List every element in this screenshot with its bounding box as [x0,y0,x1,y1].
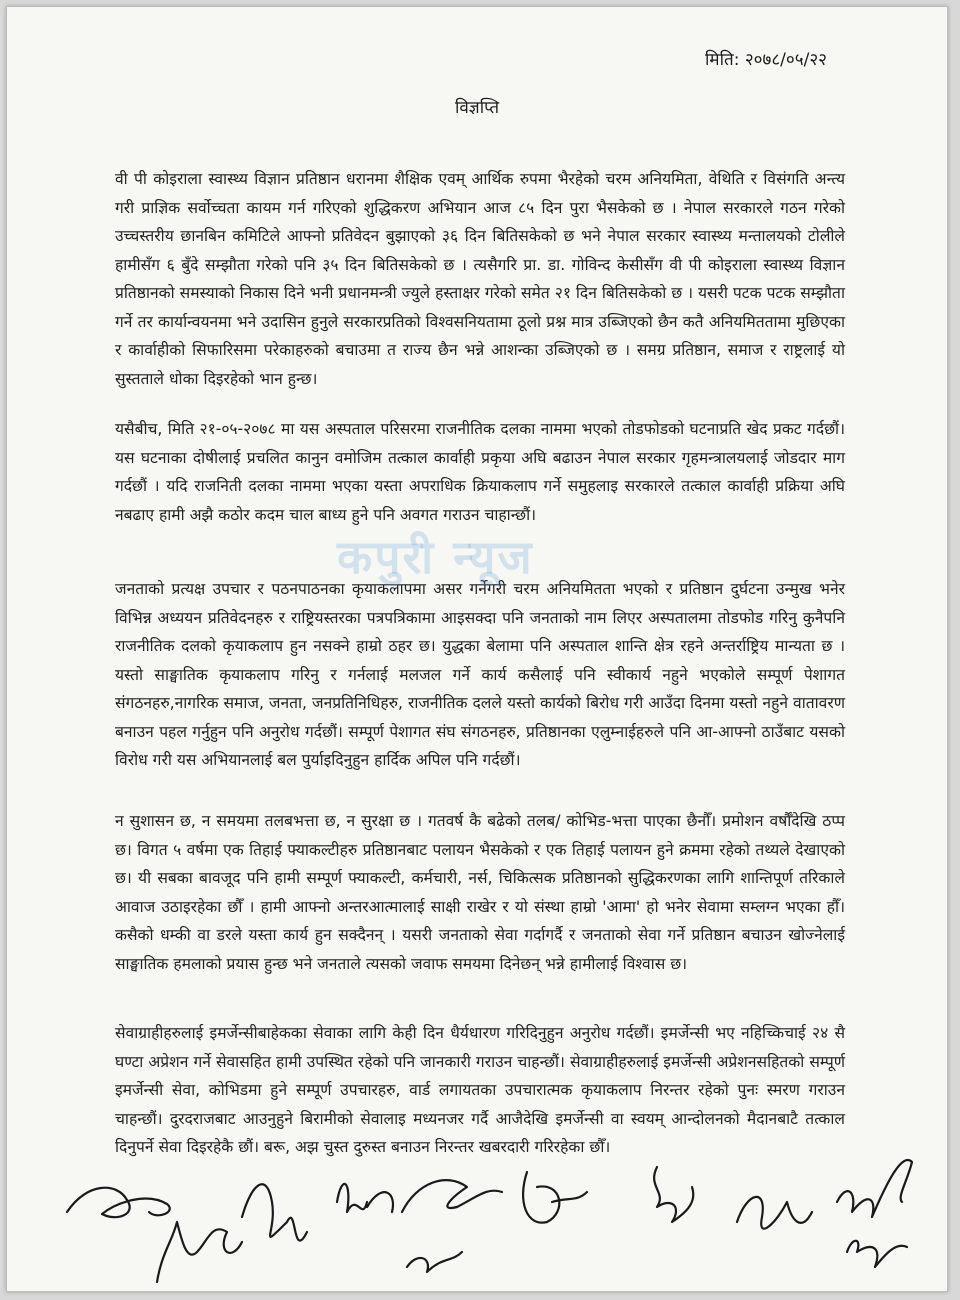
signature-5 [402,1180,502,1212]
document-date: मिति: २०७८/०५/२२ [705,50,827,70]
signature-7 [523,1172,587,1223]
signature-6 [407,1252,462,1272]
signature-2 [157,1222,242,1282]
signature-11 [847,1241,907,1267]
document-page [6,6,948,1292]
document-title: विज्ञप्ति [454,98,500,118]
signature-9 [737,1197,812,1229]
paragraph: यसैबीच, मिति २१-०५-२०७८ मा यस अस्पताल परिसरमा राजनीतिक दलका नाममा भएको तोडफोडको घटनाप्रति खेद प्रकट गर्दछौं। यस घटनाका दोषीलाई प्रचलित कानुन वमोजिम तत्काल कार्वाही प्रकृया अघि बढाउन नेपाल सरकार गृहमन्त्रालयलाई जोडदार माग गर्दछौं । यदि राजनिती दलका नाममा भएका यस्ता अपराधिक क्रियाकलाप गर्ने समुहलाइ सरकारले तत्काल कार्वाही प्रक्रिया अघि नबढाए हामी अझै कठोर कदम चाल बाध्य हुने पनि अवगत गराउन चाहान्छौं। [115,420,845,524]
paragraph: वी पी कोइराला स्वास्थ्य विज्ञान प्रतिष्ठान धरानमा शैक्षिक एवम् आर्थिक रुपमा भैरहेको चरम अनियमिता, वेथिति र विसंगति अन्त्य गरी प्राज्ञिक सर्वोच्चता कायम गर्न गरिएको शुद्धिकरण अभियान आज ८५ दिन पुरा भैसकेको छ । नेपाल सरकारले गठन गरेको उच्चस्तरीय छानबिन कमिटिले आफ्नो प्रतिवेदन बुझाएको ३६ दिन बितिसकेको छ भने नेपाल सरकार स्वास्थ्य मन्तालयको टोलीले हामीसँग ६ बुँदे सम्झौता गरेको पनि ३५ दिन बितिसकेको छ । त्यसैगरि प्रा. डा. गोविन्द केसीसँग वी पी कोइराला स्वास्थ्य विज्ञान प्रतिष्ठानको समस्याको निकास दिने भनी प्रधानमन्त्री ज्युले हस्ताक्षर गरेको समेत २१ दिन बितिसकेको छ । यसरी पटक पटक सम्झौता गर्ने तर कार्यान्वयनमा भने उदासिन हुनुले सरकारप्रतिको विश्वसनियतामा ठूलो प्रश्न मात्र उब्जिएको छैन कतै अनियमिततामा मुछिएका र कार्वाहीको सिफारिसमा परेकाहरुको बचाउमा त राज्य छैन भन्ने आशन्का उब्जिएको छ । समग्र प्रतिष्ठान, समाज र राष्ट्रलाई यो सुस्तताले धोका दिइरहेको भान हुन्छ। [115,170,845,388]
paragraph: जनताको प्रत्यक्ष उपचार र पठनपाठनका कृयाकलापमा असर गर्नेगरी चरम अनियमितता भएको र प्रतिष्ठान दुर्घटना उन्मुख भनेर विभिन्न अध्ययन प्रतिवेदनहरु र राष्ट्रियस्तरका पत्रपत्रिकामा आइसक्दा पनि जनताको नाम लिएर अस्पतालमा तोडफोड गरिनु कुनैपनि राजनीतिक दलको कृयाकलाप हुन नसक्ने हाम्रो ठहर छ। युद्धका बेलामा पनि अस्पताल शान्ति क्षेत्र रहने अन्तर्राष्ट्रिय मान्यता छ । यस्तो साङ्घातिक कृयाकलाप गरिनु र गर्नलाई मलजल गर्ने कार्य कसैलाई पनि स्वीकार्य नहुने भएकोले सम्पूर्ण पेशागत संगठनहरु,नागरिक समाज, जनता, जनप्रतिनिधिहरु, राजनीतिक दलले यस्तो कार्यको बिरोध गरी आउँदा दिनमा यस्तो नहुने वातावरण बनाउन पहल गर्नुहुन पनि अनुरोध गर्दछौं। सम्पूर्ण पेशागत संघ संगठनहरु, प्रतिष्ठानका एलुम्नाईहरुले पनि आ-आफ्नो ठाउँबाट यसको विरोध गरी यस अभियानलाई बल पुर्याइदिनुहुन हार्दिक अपिल पनि गर्दछौं। [115,580,845,769]
paragraph: सेवाग्राहीहरुलाई इमर्जेन्सीबाहेकका सेवाका लागि केही दिन धैर्यधारण गरिदिनुहुन अनुरोध गर्दछौं। इमर्जेन्सी भए नहिच्किचाई २४ सै घण्टा अप्रेशन गर्ने सेवासहित हामी उपस्थित रहेको पनि जानकारी गराउन चाहन्छौं। सेवाग्राहीहरुलाई इमर्जेन्सी अप्रेशनसहितको सम्पूर्ण इमर्जेन्सी सेवा, कोभिडमा हुने सम्पूर्ण उपचारहरु, वार्ड लगायतका उपचारात्मक कृयाकलाप निरन्तर रहेको पुनः स्मरण गराउन चाहन्छौं। दुरदराजबाट आउनुहुने बिरामीको सेवालाइ मध्यनजर गर्दै आजैदेखि इमर्जेन्सी वा स्वयम् आन्दोलनको मैदानबाटै तत्काल दिनुपर्ने सेवा दिइरहेकै छौं। बरू, अझ चुस्त दुरुस्त बनाउन निरन्तर खबरदारी गरिरहेका छौँ। [115,1024,845,1156]
watermark: कपुरी न्यूज [337,530,534,584]
signature-3 [242,1184,307,1240]
signature-4 [337,1184,393,1212]
paragraph: न सुशासन छ, न समयमा तलबभत्ता छ, न सुरक्षा छ । गतवर्ष कै बढेको तलब/ कोभिड-भत्ता पाएका छैनौँ। प्रमोशन वर्षौँदेखि ठप्प छ। विगत ५ वर्षमा एक तिहाई फ्याकल्टीहरु प्रतिष्ठानबाट पलायन भैसकेको र एक तिहाई पलायन हुने क्रममा रहेको तथ्यले देखाएको छ। यी सबका बावजूद पनि हामी सम्पूर्ण फ्याकल्टी, कर्मचारी, नर्स, चिकित्सक प्रतिष्ठानको सुद्धिकरणका लागि शान्तिपूर्ण तरिकाले आवाज उठाइरहेका छौँ । हामी आफ्नो अन्तरआत्मालाई साक्षी राखेर र यो संस्था हाम्रो 'आमा' हो भनेर सेवामा सम्लग्न भएका हौँ। कसैको धम्की वा डरले यस्ता कार्य हुन सक्दैनन् । यसरी जनताको सेवा गर्दागर्दै र जनताको सेवा गर्ने प्रतिष्ठान बचाउन खोज्नेलाई साङ्घातिक हमलाको प्रयास हुन्छ भने जनताले त्यसको जवाफ समयमा दिनेछन् भन्ने हामीलाई विश्वास छ। [115,812,845,973]
signature-10 [837,1160,912,1217]
signatures [57,1142,917,1292]
signature-1 [67,1188,170,1217]
signature-8 [654,1167,693,1222]
